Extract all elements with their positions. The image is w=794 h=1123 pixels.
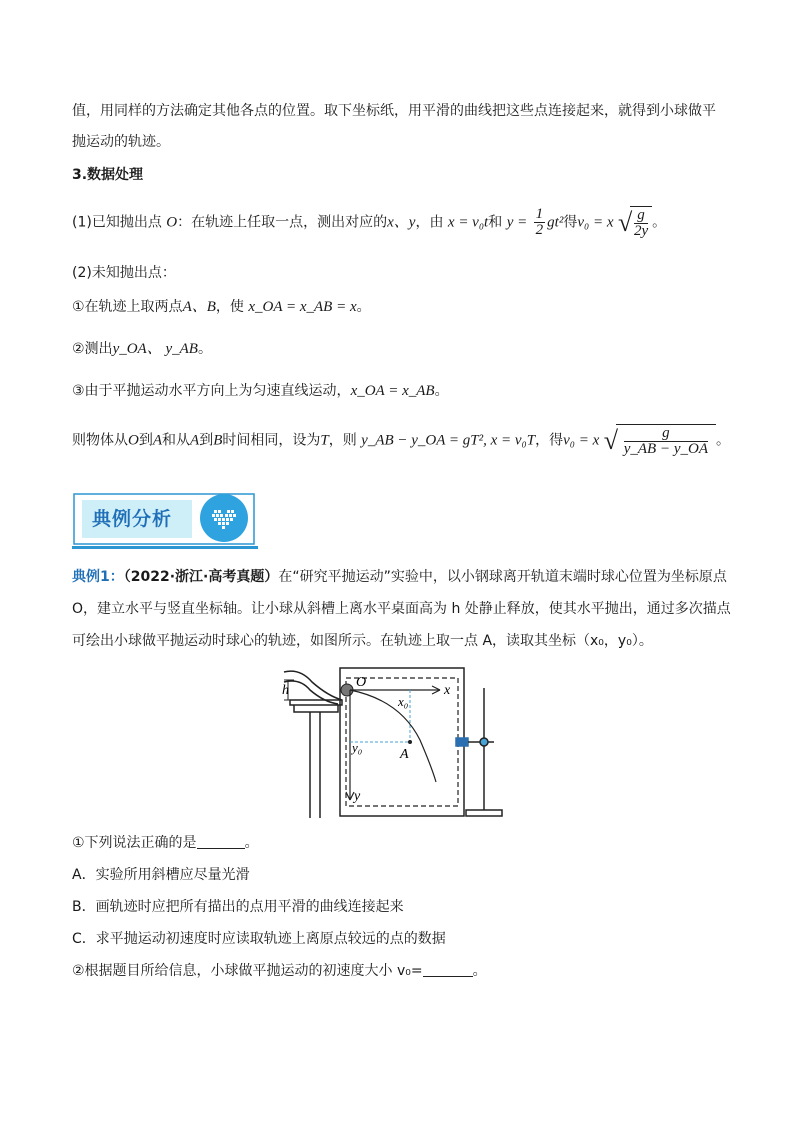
p3-eq: x_OA = x_AB = x (248, 299, 357, 315)
p1-v0: v₀ = x (577, 214, 614, 231)
p3-text-b: ，使 (215, 299, 244, 315)
table (290, 700, 342, 818)
intro-line-2: 抛运动的轨迹。 (72, 134, 170, 150)
p4-text-a: ②测出 (72, 341, 113, 357)
p6-den: y_AB − y_OA (623, 441, 708, 458)
experiment-figure (280, 660, 520, 820)
paragraph-6 (72, 424, 730, 457)
chute-top (284, 671, 342, 700)
banner-title: 典例分析 (92, 508, 173, 530)
label-o: O (356, 675, 367, 690)
p6-end: 。 (715, 432, 730, 449)
p1-y: y = (506, 214, 528, 231)
question-1 (72, 832, 259, 854)
option-c: C．求平抛运动初速度时应读取轨迹上离原点较远的点的数据 (72, 931, 446, 947)
example-line-3: 可绘出小球做平抛运动时球心的轨迹，如图所示。在轨迹上取一点 A，读取其坐标（x₀，y₀）。 (72, 633, 653, 649)
paragraph-2: (2)未知抛出点： (72, 265, 176, 281)
p6-text-g: 到 (199, 432, 214, 449)
q2-answer-blank[interactable] (423, 962, 473, 977)
p1-g-fraction (634, 208, 648, 239)
p6-a2: A (190, 432, 200, 449)
p5-end: 。 (434, 383, 449, 399)
p3-end: 。 (356, 299, 371, 315)
p1-text-b: ：在轨迹上任取一点，测出对应的 (177, 214, 388, 231)
label-a: A (400, 747, 409, 762)
paragraph-5 (72, 380, 449, 402)
q1-end: 。 (244, 835, 259, 851)
p6-text-i: 时间相同，设为 (222, 432, 321, 449)
example-text-1: 在“研究平抛运动”实验中，以小钢球离开轨道末端时球心位置为坐标原点 (278, 569, 727, 585)
p1-o: O (166, 214, 178, 231)
p1-text-e: 得 (563, 214, 578, 231)
p6-a1: A (152, 432, 163, 449)
p6-v0: v₀ = x (563, 432, 600, 449)
label-h: h (282, 683, 289, 698)
label-y: y (354, 789, 361, 804)
section-banner (72, 492, 258, 550)
p6-text-k: ，得 (535, 432, 564, 449)
example-label: 典例1： (72, 569, 124, 585)
p1-text-a: (1)已知抛出点 (72, 214, 167, 231)
p1-eq1: x = v₀t (447, 214, 489, 231)
q1-answer-blank[interactable] (197, 834, 245, 849)
paragraph-1 (72, 206, 666, 239)
p1-gt2: gt² (547, 214, 564, 231)
point-a (408, 740, 412, 744)
p1-text-d: 和 (488, 214, 503, 231)
p5-text-a: ③由于平抛运动水平方向上为匀速直线运动， (72, 383, 351, 399)
p6-sqrt: √ $\frac{g}{y\_AB - y\_OA}$ (604, 424, 716, 457)
p6-text-a: 则物体从 (72, 432, 128, 449)
p6-b: B (213, 432, 223, 449)
p5-eq: x_OA = x_AB (350, 383, 435, 399)
example-line-2: O，建立水平与竖直坐标轴。让小球从斜槽上离水平桌面高为 h 处静止释放，使其水平抛出，通过多次描点 (72, 601, 731, 617)
option-b: B．画轨迹时应把所有描出的点用平滑的曲线连接起来 (72, 899, 404, 915)
p4-end: 。 (197, 341, 212, 357)
p1-sqrt: √ $\frac{g}{2y}$ (618, 206, 652, 239)
p6-text-e: 和从 (162, 432, 191, 449)
p6-text-j: ，则 (328, 432, 357, 449)
label-x: x (444, 683, 451, 698)
p1-xy: x、y (387, 214, 416, 231)
paragraph-4 (72, 338, 212, 360)
trajectory (350, 690, 436, 782)
p1-half-num: 1 (535, 206, 544, 223)
p1-half-den: 2 (535, 222, 544, 239)
label-x0: x₀ (398, 694, 409, 709)
question-2 (72, 960, 487, 982)
p6-o: O (128, 432, 139, 449)
p6-text-c: 到 (138, 432, 153, 449)
option-a: A．实验所用斜槽应尽量光滑 (72, 867, 250, 883)
label-y0: y₀ (352, 740, 363, 755)
intro-line-1: 值，用同样的方法确定其他各点的位置。取下坐标纸，用平滑的曲线把这些点连接起来，就得到小球做平 (72, 103, 716, 119)
p3-ab: A、B (182, 299, 216, 315)
section-heading: 3.数据处理 (72, 167, 144, 183)
banner-underline (72, 546, 258, 549)
q2-end: 。 (472, 963, 487, 979)
q2-text: ②根据题目所给信息，小球做平抛运动的初速度大小 v₀= (72, 963, 423, 979)
p1-g: g (634, 208, 648, 224)
q1-text: ①下列说法正确的是 (72, 835, 197, 851)
paragraph-3 (72, 296, 371, 318)
p6-eq: y_AB − y_OA = gT², x = v₀T (361, 432, 536, 449)
p4-eq: y_OA、 y_AB (112, 341, 198, 357)
p1-end: 。 (652, 214, 667, 231)
p1-half-fraction (534, 207, 546, 238)
p1-2y: 2y (633, 223, 649, 240)
p3-text-a: ①在轨迹上取两点 (72, 299, 183, 315)
example-source: （2022·浙江·高考真题） (123, 569, 279, 585)
stand (456, 688, 502, 816)
p6-num: g (624, 426, 708, 442)
p6-t: T (320, 432, 329, 449)
p1-text-c: ，由 (415, 214, 444, 231)
example-line-1 (72, 566, 727, 588)
p6-fraction (624, 426, 708, 457)
banner-heart-icon (200, 494, 248, 542)
